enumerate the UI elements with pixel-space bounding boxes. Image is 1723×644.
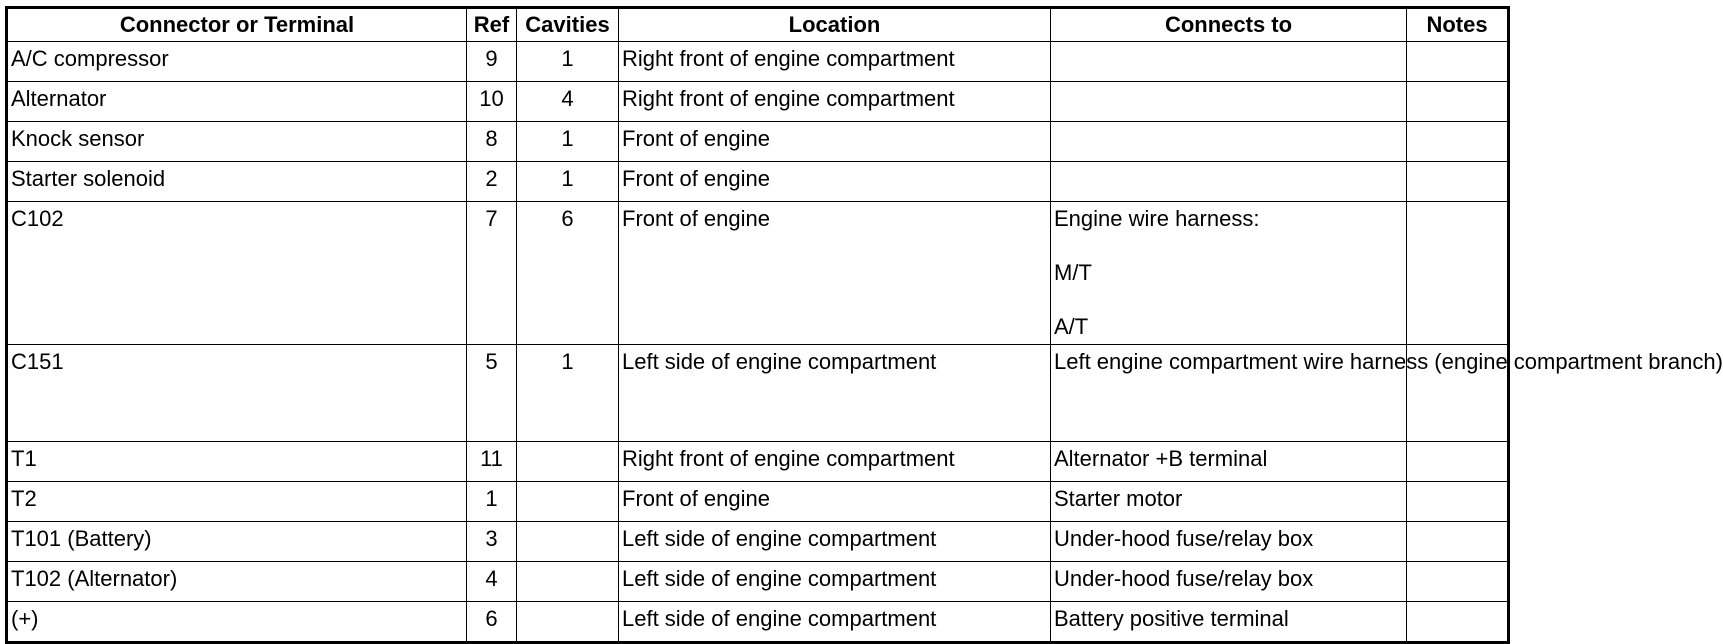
cell-ref: 2 — [467, 162, 517, 202]
cell-connector: (+) — [7, 602, 467, 643]
cell-connects-to — [1051, 202, 1407, 345]
cell-location: Right front of engine compartment — [619, 42, 1051, 82]
cell-connects-to: Under-hood fuse/relay box — [1051, 522, 1407, 562]
cell-location: Front of engine — [619, 122, 1051, 162]
cell-notes — [1407, 82, 1509, 122]
cell-location: Left side of engine compartment — [619, 562, 1051, 602]
cell-notes — [1407, 162, 1509, 202]
cell-cavities — [517, 482, 619, 522]
cell-notes — [1407, 202, 1509, 345]
cell-connects-to — [1051, 82, 1407, 122]
cell-connector: Starter solenoid — [7, 162, 467, 202]
cell-location: Front of engine — [619, 482, 1051, 522]
table-row — [7, 122, 1509, 162]
cell-cavities — [517, 442, 619, 482]
cell-ref: 3 — [467, 522, 517, 562]
table-row — [7, 482, 1509, 522]
cell-connector: T101 (Battery) — [7, 522, 467, 562]
cell-cavities: 1 — [517, 42, 619, 82]
cell-location: Right front of engine compartment — [619, 82, 1051, 122]
cell-cavities: 1 — [517, 122, 619, 162]
cell-connector: T1 — [7, 442, 467, 482]
cell-notes — [1407, 562, 1509, 602]
header-connects-to: Connects to — [1051, 8, 1407, 42]
cell-ref: 9 — [467, 42, 517, 82]
cell-ref: 8 — [467, 122, 517, 162]
cell-notes — [1407, 522, 1509, 562]
cell-ref: 6 — [467, 602, 517, 643]
cell-ref: 5 — [467, 345, 517, 442]
cell-ref: 1 — [467, 482, 517, 522]
table-row — [7, 522, 1509, 562]
header-connector: Connector or Terminal — [7, 8, 467, 42]
cell-notes — [1407, 42, 1509, 82]
cell-cavities: 6 — [517, 202, 619, 345]
header-row — [7, 8, 1509, 42]
table-row — [7, 202, 1509, 345]
cell-connects-to: Battery positive terminal — [1051, 602, 1407, 643]
table-row — [7, 345, 1509, 442]
table-row — [7, 42, 1509, 82]
cell-ref: 10 — [467, 82, 517, 122]
cell-ref: 11 — [467, 442, 517, 482]
table-row — [7, 602, 1509, 643]
cell-connects-to — [1051, 122, 1407, 162]
connector-table — [5, 6, 1723, 644]
table-row — [7, 442, 1509, 482]
cell-cavities — [517, 522, 619, 562]
cell-connects-to: Under-hood fuse/relay box — [1051, 562, 1407, 602]
cell-connector: Knock sensor — [7, 122, 467, 162]
connects-to-line: Engine wire harness: — [1054, 206, 1260, 231]
table-body — [7, 42, 1723, 643]
cell-connects-to: Left engine compartment wire harness (engine compartment branch) — [1051, 345, 1407, 442]
cell-location: Left side of engine compartment — [619, 602, 1051, 643]
cell-location: Left side of engine compartment — [619, 345, 1051, 442]
cell-connector: T102 (Alternator) — [7, 562, 467, 602]
cell-notes — [1407, 602, 1509, 643]
cell-connects-to: Starter motor — [1051, 482, 1407, 522]
table-header — [7, 8, 1509, 42]
cell-cavities — [517, 602, 619, 643]
cell-notes — [1407, 442, 1509, 482]
connects-to-line: M/T — [1054, 260, 1092, 285]
cell-location: Left side of engine compartment — [619, 522, 1051, 562]
cell-connector: A/C compressor — [7, 42, 467, 82]
cell-cavities: 1 — [517, 162, 619, 202]
table-row — [7, 82, 1509, 122]
header-location: Location — [619, 8, 1051, 42]
cell-cavities: 4 — [517, 82, 619, 122]
cell-connects-to: Alternator +B terminal — [1051, 442, 1407, 482]
header-ref: Ref — [467, 8, 517, 42]
cell-location: Front of engine — [619, 202, 1051, 345]
cell-connector: C151 — [7, 345, 467, 442]
cell-ref: 7 — [467, 202, 517, 345]
cell-location: Front of engine — [619, 162, 1051, 202]
cell-location: Right front of engine compartment — [619, 442, 1051, 482]
cell-connects-to — [1051, 162, 1407, 202]
cell-connector: C102 — [7, 202, 467, 345]
table-row — [7, 562, 1509, 602]
header-notes: Notes — [1407, 8, 1509, 42]
cell-connector: Alternator — [7, 82, 467, 122]
cell-connects-to — [1051, 42, 1407, 82]
cell-notes — [1407, 122, 1509, 162]
cell-notes — [1407, 482, 1509, 522]
cell-cavities — [517, 562, 619, 602]
cell-cavities: 1 — [517, 345, 619, 442]
header-cavities: Cavities — [517, 8, 619, 42]
table-row — [7, 162, 1509, 202]
connects-to-line: A/T — [1054, 314, 1089, 339]
cell-connector: T2 — [7, 482, 467, 522]
cell-ref: 4 — [467, 562, 517, 602]
